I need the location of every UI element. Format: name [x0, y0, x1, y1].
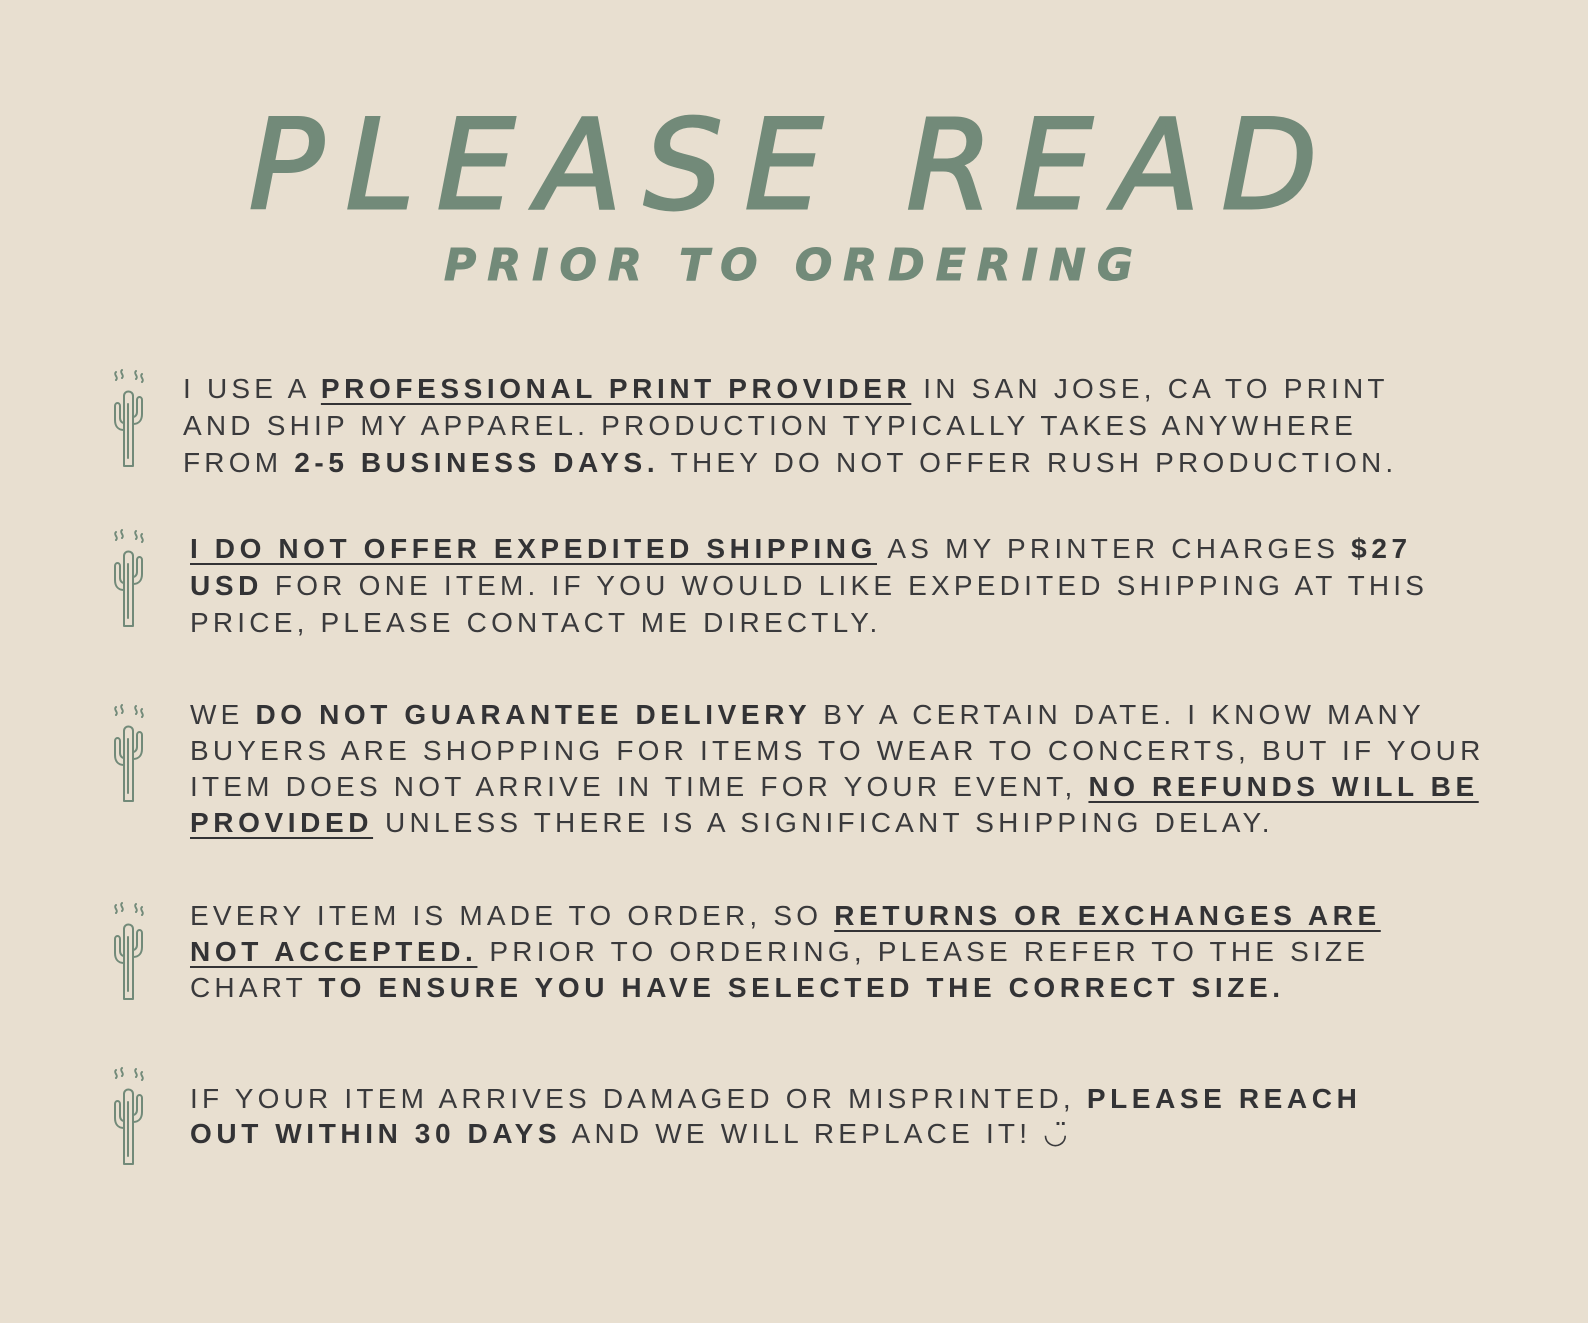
text-segment: IF YOUR ITEM ARRIVES DAMAGED OR MISPRINTED, — [190, 1083, 1087, 1114]
no-refunds-highlight: NO REFUNDS WILL BE PROVIDED — [190, 771, 1479, 838]
cactus-icon — [108, 703, 148, 805]
text-segment: I USE A — [183, 373, 321, 404]
text-segment: THEY DO NOT OFFER RUSH PRODUCTION. — [659, 447, 1398, 478]
cactus-icon — [108, 368, 148, 470]
text-segment: UNLESS THERE IS A SIGNIFICANT SHIPPING DELAY. — [373, 807, 1274, 838]
no-guarantee-highlight: DO NOT GUARANTEE DELIVERY — [255, 699, 812, 730]
page-subtitle: PRIOR TO ORDERING — [444, 240, 1144, 291]
policy-text — [183, 370, 1463, 481]
text-segment: EVERY ITEM IS MADE TO ORDER, SO — [190, 900, 835, 931]
text-segment: AS MY PRINTER CHARGES — [876, 533, 1352, 564]
policy-text — [190, 530, 1440, 641]
cactus-icon — [108, 528, 148, 630]
shipping-price-highlight: $27 USD — [190, 533, 1412, 601]
policy-text — [190, 1081, 1440, 1151]
correct-size-highlight: TO ENSURE YOU HAVE SELECTED THE CORRECT SIZE. — [318, 972, 1285, 1003]
text-segment: BY A CERTAIN DATE. I KNOW MANY BUYERS ARE SHOPPING FOR ITEMS TO WEAR TO CONCERTS, BUT IF YOUR ITEM DOES NOT ARRIVE IN TIME FOR YOUR EVENT, — [190, 699, 1485, 802]
cactus-icon — [108, 1066, 148, 1168]
professional-print-provider-highlight: PROFESSIONAL PRINT PROVIDER — [320, 373, 912, 404]
policy-text — [190, 697, 1490, 841]
reach-out-highlight: PLEASE REACH OUT WITHIN 30 DAYS — [190, 1083, 1362, 1149]
text-segment: FOR ONE ITEM. IF YOU WOULD LIKE EXPEDITED SHIPPING AT THIS PRICE, PLEASE CONTACT ME DIRECTLY. — [190, 570, 1429, 638]
page-title: PLEASE READ — [248, 94, 1340, 238]
policy-text — [190, 898, 1450, 1006]
no-returns-highlight: RETURNS OR EXCHANGES ARE NOT ACCEPTED. — [190, 900, 1381, 967]
expedited-shipping-highlight: I DO NOT OFFER EXPEDITED SHIPPING — [190, 533, 877, 564]
business-days-highlight: 2-5 BUSINESS DAYS. — [294, 447, 660, 478]
text-segment: WE — [190, 699, 256, 730]
text-segment: AND WE WILL REPLACE IT! ◡̈ — [561, 1118, 1072, 1149]
cactus-icon — [108, 901, 148, 1003]
text-segment: PRIOR TO ORDERING, PLEASE REFER TO THE SIZE CHART — [190, 936, 1370, 1003]
text-segment: IN SAN JOSE, CA TO PRINT AND SHIP MY APPAREL. PRODUCTION TYPICALLY TAKES ANYWHERE FROM — [183, 373, 1389, 478]
